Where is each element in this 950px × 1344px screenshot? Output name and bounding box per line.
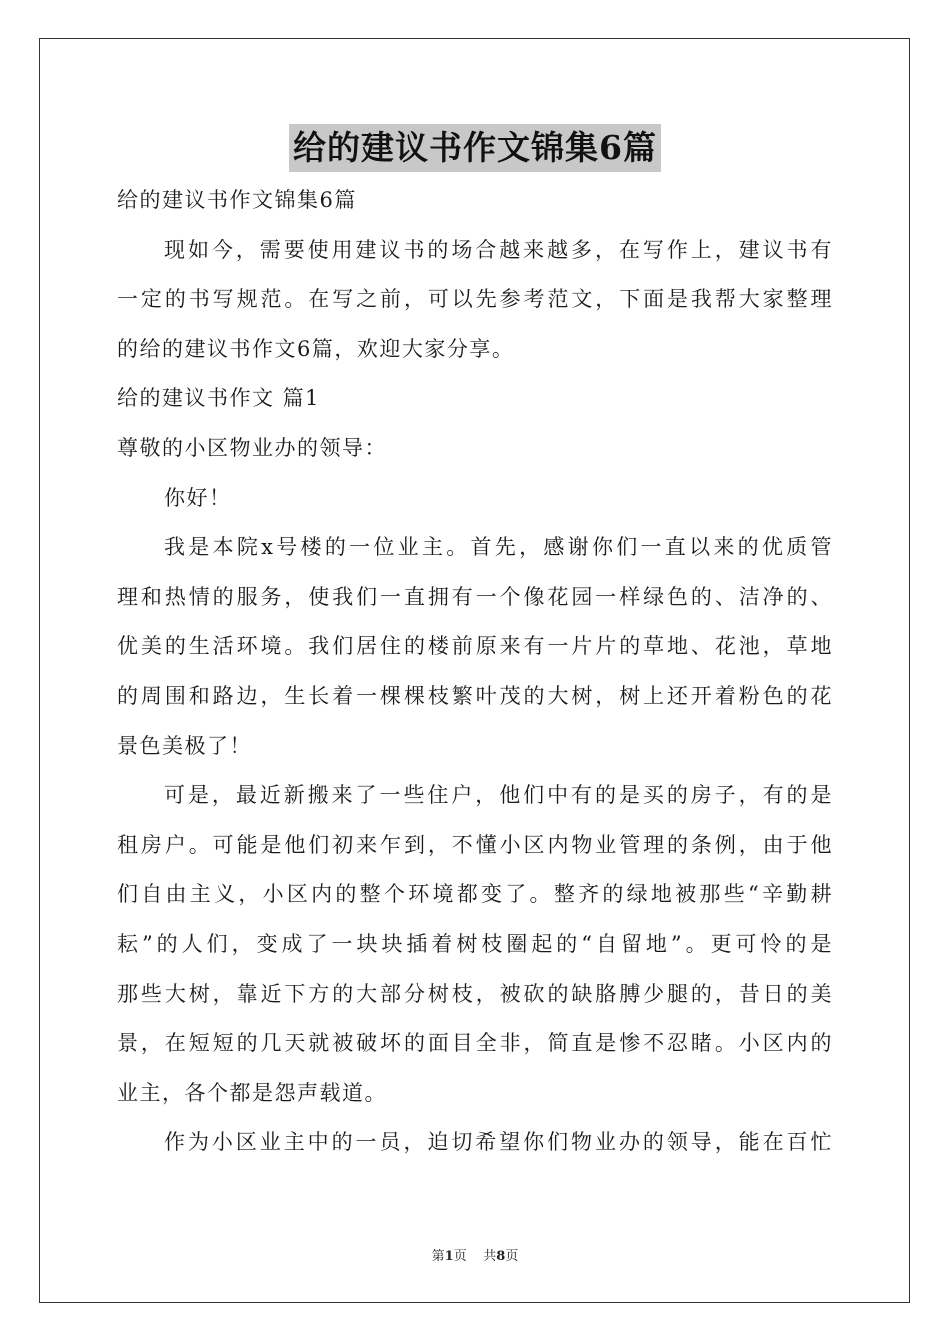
page-footer — [0, 1245, 950, 1264]
text-line: 那些大树，靠近下方的大部分树枝，被砍的缺胳膊少腿的，昔日的美 — [117, 981, 833, 1006]
text-line: 景色美极了！ — [117, 733, 252, 758]
text-line: 尊敬的小区物业办的领导： — [117, 435, 387, 460]
text-line: 给的建议书作文锦集6篇 — [117, 188, 357, 212]
document-body — [117, 176, 833, 1168]
text-line: 可是，最近新搬来了一些住户，他们中有的是买的房子，有的是 — [164, 783, 833, 808]
page-number: 1 — [444, 1249, 454, 1264]
text-line: 一定的书写规范。在写之前，可以先参考范文，下面是我帮大家整理 — [117, 287, 833, 312]
text-line: 优美的生活环境。我们居住的楼前原来有一片片的草地、花池，草地 — [117, 634, 833, 659]
text-line: 的给的建议书作文6篇，欢迎大家分享。 — [117, 336, 515, 361]
text-line: 给的建议书作文 篇1 — [117, 386, 321, 411]
text-line: 现如今，需要使用建议书的场合越来越多，在写作上，建议书有 — [164, 237, 833, 262]
text-line: 耘”的人们，变成了一块块插着树枝圈起的“自留地”。更可怜的是 — [117, 931, 833, 956]
text-line: 我是本院x号楼的一位业主。首先，感谢你们一直以来的优质管 — [164, 535, 833, 560]
page-prefix: 第 — [431, 1249, 445, 1264]
total-suffix: 页 — [505, 1249, 519, 1264]
text-line: 的周围和路边，生长着一棵棵枝繁叶茂的大树，树上还开着粉色的花 — [117, 683, 833, 708]
page-suffix: 页 — [453, 1249, 467, 1264]
text-line: 你好！ — [164, 485, 232, 510]
title-container — [0, 124, 950, 172]
text-line: 理和热情的服务，使我们一直拥有一个像花园一样绿色的、洁净的、 — [117, 584, 833, 609]
text-line: 业主，各个都是怨声载道。 — [117, 1080, 387, 1105]
text-line: 租房户。可能是他们初来乍到，不懂小区内物业管理的条例，由于他 — [117, 832, 833, 857]
total-pages: 8 — [496, 1249, 506, 1264]
text-line: 景，在短短的几天就被破坏的面目全非，简直是惨不忍睹。小区内的 — [117, 1031, 833, 1056]
document-title: 给的建议书作文锦集6篇 — [289, 124, 661, 172]
text-line: 作为小区业主中的一员，迫切希望你们物业办的领导，能在百忙 — [164, 1130, 833, 1155]
total-prefix: 共 — [483, 1249, 497, 1264]
text-line: 们自由主义，小区内的整个环境都变了。整齐的绿地被那些“辛勤耕 — [117, 882, 833, 907]
